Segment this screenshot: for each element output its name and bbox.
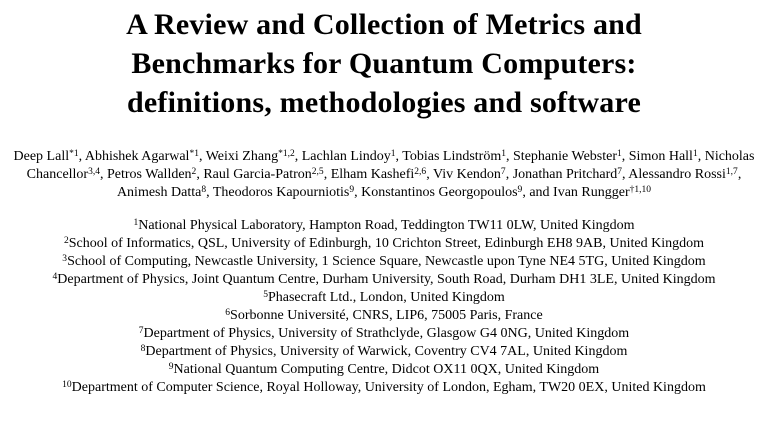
author: Viv Kendon$^7$: [432, 166, 506, 182]
author-list: Deep Lall$^{*1}$, Abhishek Agarwal$^{*1}$, Weixi Zhang$^{*1,2}$, Lachlan Lindoy$^1$, Tobias Lindström$^1$, Stephanie Webster$^1$, Simon Hall$^1$, Nicholas Chancellor$^{3,4}$, Petros Wallden$^2$, Raul Garcia-Patron$^{2,5}$, Elham Kashefi$^{2,6}$, Viv Kendon$^7$, Jonathan Pritchard$^7$, Alessandro Rossi$^{1,7}$, Animesh Datta$^8$, Theodoros Kapourniotis$^9$, Konstantinos Georgopoulos$^9$, and Ivan Rungger$^{\dagger 1,10}$: [13, 148, 755, 200]
affiliation-item: $^7$Department of Physics, University of Strathclyde, Glasgow G4 0NG, United Kingdom: [138, 325, 630, 341]
affiliation-superscript: 8: [140, 343, 146, 354]
affiliation-item: $^6$Sorbonne Université, CNRS, LIP6, 75005 Paris, France: [225, 307, 543, 323]
author: Simon Hall$^1$: [628, 148, 698, 164]
author-superscript: 9: [517, 184, 523, 195]
author: Jonathan Pritchard$^7$: [512, 166, 623, 182]
author: Ivan Rungger$^{\dagger 1,10}$: [553, 184, 652, 200]
author-superscript: 2,5: [311, 166, 324, 177]
author-superscript: †1,10: [629, 184, 652, 195]
author-superscript: 3,4: [88, 166, 100, 177]
author: Raul Garcia-Patron$^{2,5}$: [203, 166, 324, 182]
author: Tobias Lindström$^1$: [402, 148, 507, 164]
author: Alessandro Rossi$^{1,7}$: [628, 166, 738, 182]
affiliation-item: $^2$School of Informatics, QSL, University of Edinburgh, 10 Crichton Street, Edinburgh EH8 9AB, United Kingdom: [63, 235, 704, 251]
affiliation-superscript: 7: [138, 325, 144, 336]
author-superscript: 1: [390, 148, 396, 159]
author-superscript: 2,6: [414, 166, 427, 177]
author-superscript: 1: [501, 148, 507, 159]
author: Konstantinos Georgopoulos$^9$: [361, 184, 523, 200]
author-superscript: 2: [191, 166, 197, 177]
author-superscript: 1,7: [725, 166, 738, 177]
affiliation-superscript: 6: [225, 307, 231, 318]
affiliation-item: $^3$School of Computing, Newcastle University, 1 Science Square, Newcastle upon Tyne NE4 5TG, United Kingdom: [62, 253, 706, 269]
affiliation-list: [0, 217, 768, 397]
affiliation-superscript: 2: [63, 235, 69, 246]
author-superscript: 1: [692, 148, 698, 159]
author: Petros Wallden$^2$: [107, 166, 197, 182]
affiliation-superscript: 9: [168, 361, 174, 372]
author-superscript: 7: [617, 166, 623, 177]
author: Deep Lall$^{*1}$: [13, 148, 79, 164]
paper-title-line: A Review and Collection of Metrics and: [126, 8, 642, 41]
affiliation-superscript: 5: [263, 289, 268, 300]
author-superscript: *1: [189, 148, 199, 159]
author-superscript: 9: [349, 184, 355, 195]
author-superscript: *1,2: [278, 148, 295, 159]
author: Lachlan Lindoy$^1$: [301, 148, 396, 164]
affiliation-item: $^8$Department of Physics, University of Warwick, Coventry CV4 7AL, United Kingdom: [140, 343, 628, 359]
affiliation-superscript: 1: [133, 217, 139, 228]
author: Abhishek Agarwal$^{*1}$: [84, 148, 199, 164]
affiliation-item: $^5$Phasecraft Ltd., London, United Kingdom: [263, 289, 505, 305]
paper-title-line: Benchmarks for Quantum Computers:: [131, 47, 637, 80]
paper-title-line: definitions, methodologies and software: [127, 86, 641, 119]
author: Weixi Zhang$^{*1,2}$: [205, 148, 295, 164]
author-superscript: 7: [500, 166, 506, 177]
author: Stephanie Webster$^1$: [513, 148, 622, 164]
affiliation-item: $^4$Department of Physics, Joint Quantum Centre, Durham University, South Road, Durham DH1 3LE, United Kingdom: [52, 271, 716, 287]
author-superscript: 1: [617, 148, 622, 159]
affiliation-item: $^9$National Quantum Computing Centre, Didcot OX11 0QX, United Kingdom: [168, 361, 600, 377]
author: Animesh Datta$^8$: [116, 184, 207, 200]
author: Elham Kashefi$^{2,6}$: [330, 166, 427, 182]
affiliation-superscript: 4: [52, 271, 58, 282]
paper-title: [0, 0, 768, 122]
affiliation-item: $^{10}$Department of Computer Science, Royal Holloway, University of London, Egham, TW20 0EX, United Kingdom: [62, 379, 706, 395]
affiliation-superscript: 3: [62, 253, 68, 264]
author: Theodoros Kapourniotis$^9$: [212, 184, 355, 200]
affiliation-item: $^1$National Physical Laboratory, Hampton Road, Teddington TW11 0LW, United Kingdom: [133, 217, 635, 233]
author-superscript: 8: [201, 184, 207, 195]
author: Nicholas Chancellor$^{3,4}$: [26, 149, 755, 182]
affiliation-superscript: 10: [62, 379, 72, 390]
author-superscript: *1: [69, 148, 79, 159]
